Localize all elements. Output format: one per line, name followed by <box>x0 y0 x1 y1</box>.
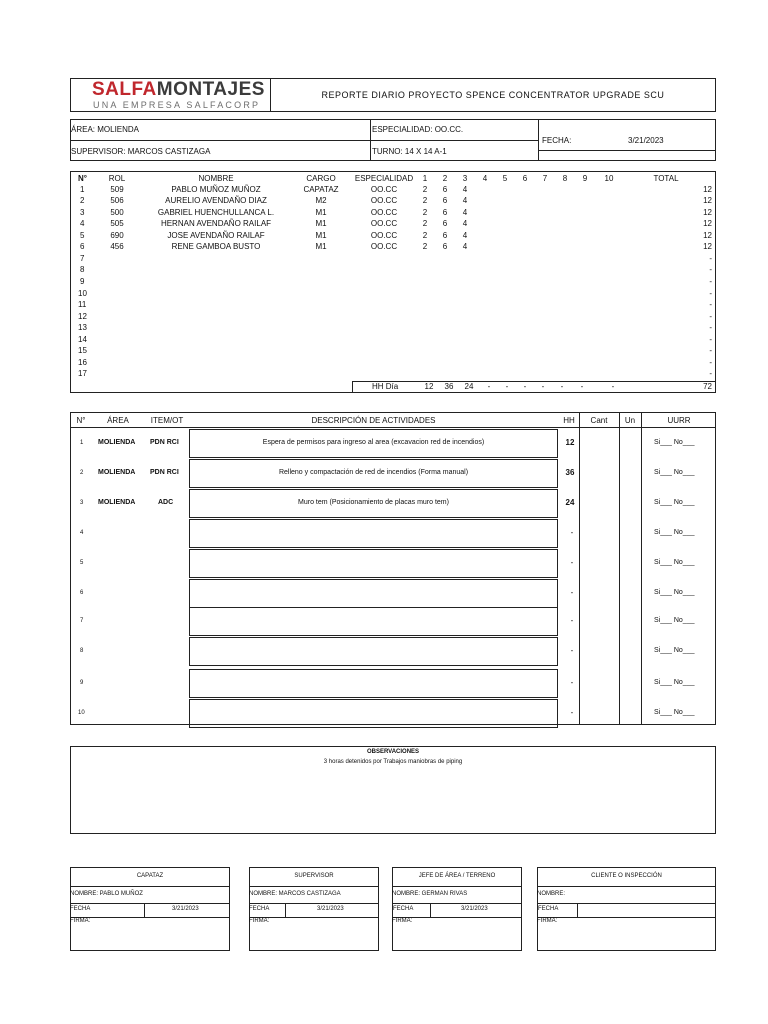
worker-row: 9 - <box>80 277 712 286</box>
logo-brand-red: SALFA <box>92 79 157 100</box>
logo-brand-dark: MONTAJES <box>156 79 265 100</box>
signature-firma: FIRMA: <box>537 918 558 924</box>
col-hour: 5 <box>502 174 508 183</box>
signature-nombre: NOMBRE: PABLO MUÑOZ <box>70 891 143 897</box>
col-total: TOTAL <box>653 174 679 183</box>
signature-nombre: NOMBRE: MARCOS CASTIZAGA <box>249 891 341 897</box>
worker-row: 3 500 GABRIEL HUENCHULLANCA L. M1 OO.CC 2 6 4 12 <box>80 208 712 217</box>
col-cargo: CARGO <box>306 174 336 183</box>
activity-row: 10 - Si___ No___ <box>78 708 695 717</box>
worker-row: 1 509 PABLO MUÑOZ MUÑOZ CAPATAZ OO.CC 2 6 4 12 <box>80 185 712 194</box>
col-nombre: NOMBRE <box>198 174 234 183</box>
signature-fecha-label: FECHA <box>249 906 270 912</box>
signature-nombre: NOMBRE: GERMAN RIVAS <box>392 891 468 897</box>
worker-row: 5 690 JOSE AVENDAÑO RAILAF M1 OO.CC 2 6 4 12 <box>80 231 712 240</box>
activity-row: 9 - Si___ No___ <box>80 678 695 687</box>
worker-row: 7 - <box>80 254 712 263</box>
workers-header <box>0 173 768 184</box>
worker-row: 4 505 HERNAN AVENDAÑO RAILAF M1 OO.CC 2 6 4 12 <box>80 219 712 228</box>
worker-row: 13 - <box>78 323 712 332</box>
col-num: N° <box>78 174 87 183</box>
company-logo <box>92 79 265 110</box>
hh-dia-values: HH Día 12 36 24 - - - - - - - 72 <box>372 382 712 391</box>
observaciones-text: 3 horas detenidos por Trabajos maniobras de piping <box>323 759 463 765</box>
observaciones-title: OBSERVACIONES <box>366 749 420 755</box>
col-rol: ROL <box>108 174 126 183</box>
activities-header: N° ÁREA ITEM/OT DESCRIPCIÓN DE ACTIVIDADES HH Cant Un UURR <box>76 416 691 425</box>
worker-row: 16 - <box>78 358 712 367</box>
col-hour: 10 <box>604 174 614 183</box>
worker-row: 15 - <box>78 346 712 355</box>
col-hour: 9 <box>582 174 588 183</box>
worker-row: 17 - <box>78 369 712 378</box>
report-title: REPORTE DIARIO PROYECTO SPENCE CONCENTRATOR UPGRADE SCU <box>321 90 665 100</box>
signature-firma: FIRMA: <box>70 918 91 924</box>
worker-row: 10 - <box>78 289 712 298</box>
worker-row: 14 - <box>78 335 712 344</box>
info-fecha-value: 3/21/2023 <box>628 136 664 145</box>
signature-firma: FIRMA: <box>249 918 270 924</box>
col-especialidad: ESPECIALIDAD <box>354 174 414 183</box>
signature-nombre: NOMBRE: <box>537 891 566 897</box>
info-hline <box>70 140 538 141</box>
col-hour: 2 <box>442 174 448 183</box>
info-area: ÁREA: MOLIENDA <box>71 125 140 134</box>
activity-row: 4 - Si___ No___ <box>80 528 695 537</box>
signature-role: SUPERVISOR <box>294 873 334 879</box>
info-vline-1 <box>370 119 371 161</box>
worker-row: 11 - <box>78 300 712 309</box>
info-turno: TURNO: 14 X 14 A-1 <box>372 147 447 156</box>
activity-row: 7 - Si___ No___ <box>80 616 695 625</box>
signature-fecha-label: FECHA <box>393 906 414 912</box>
signature-fecha-label: FECHA <box>70 906 91 912</box>
col-hour: 6 <box>522 174 528 183</box>
col-hour: 8 <box>562 174 568 183</box>
signature-cliente <box>537 867 716 951</box>
info-especialidad: ESPECIALIDAD: OO.CC. <box>372 125 464 134</box>
col-hour: 3 <box>462 174 468 183</box>
activity-row: 6 - Si___ No___ <box>80 588 695 597</box>
activity-row: 1 MOLIENDA PDN RCI Espera de permisos para ingreso al area (excavacion red de incendios) 12 Si___ No___ <box>80 438 695 447</box>
signature-role: JEFE DE ÁREA / TERRENO <box>418 873 496 879</box>
worker-row: 2 506 AURELIO AVENDAÑO DIAZ M2 OO.CC 2 6 4 12 <box>80 196 712 205</box>
activity-row: 5 - Si___ No___ <box>80 558 695 567</box>
signature-fecha: 3/21/2023 <box>172 906 199 912</box>
worker-row: 12 - <box>78 312 712 321</box>
signature-fecha: 3/21/2023 <box>317 906 344 912</box>
worker-row: 6 456 RENE GAMBOA BUSTO M1 OO.CC 2 6 4 12 <box>80 242 712 251</box>
signature-role: CAPATAZ <box>136 873 164 879</box>
activity-row: 3 MOLIENDA ADC Muro tem (Posicionamiento de placas muro tem) 24 Si___ No___ <box>80 498 695 507</box>
worker-row: 8 - <box>80 265 712 274</box>
col-hour: 1 <box>422 174 428 183</box>
info-vline-2 <box>538 119 539 161</box>
signature-capataz <box>70 867 230 951</box>
signature-role: CLIENTE O INSPECCIÓN <box>591 873 662 879</box>
info-supervisor: SUPERVISOR: MARCOS CASTIZAGA <box>71 147 211 156</box>
activity-row: 2 MOLIENDA PDN RCI Relleno y compactación de red de incendios (Forma manual) 36 Si___ No___ <box>80 468 695 477</box>
logo-tagline: UNA EMPRESA SALFACORP <box>93 100 261 110</box>
info-fecha-label: FECHA: <box>542 136 572 145</box>
col-hour: 4 <box>482 174 488 183</box>
signature-firma: FIRMA: <box>392 918 413 924</box>
col-hour: 7 <box>542 174 548 183</box>
activity-row: 8 - Si___ No___ <box>80 646 695 655</box>
signature-fecha: 3/21/2023 <box>461 906 488 912</box>
signature-fecha-label: FECHA <box>538 906 559 912</box>
